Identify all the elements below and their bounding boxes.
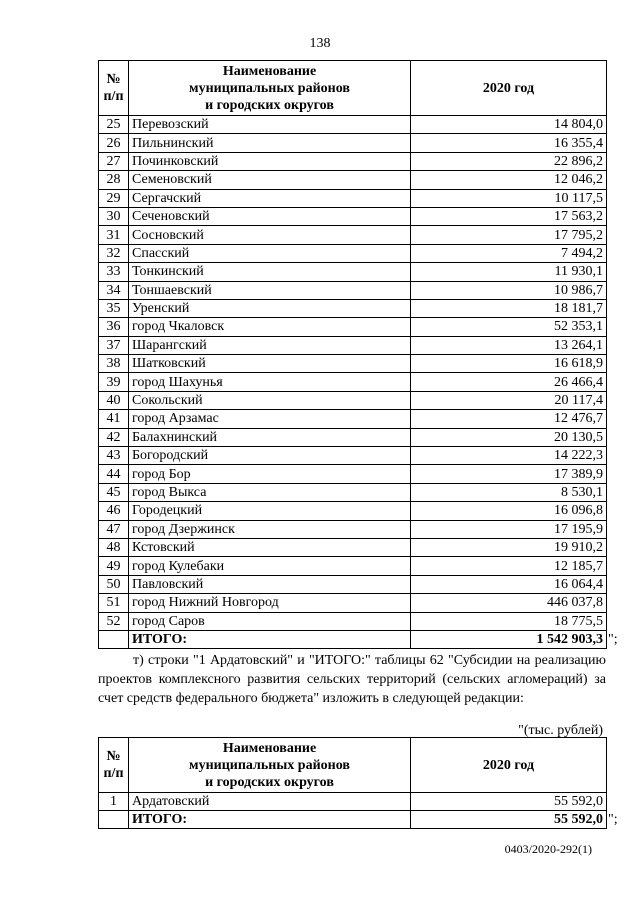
district-name: город Саров: [129, 612, 411, 630]
total-number-cell: [99, 811, 129, 829]
subsidy-value: 55 592,0: [411, 793, 607, 811]
row-number: 43: [99, 447, 129, 465]
district-name: Кстовский: [129, 538, 411, 556]
row-number: 44: [99, 465, 129, 483]
total-row: [99, 630, 607, 648]
table-row: [99, 557, 607, 575]
subsidy-value: 10 986,7: [411, 281, 607, 299]
table-row: [99, 793, 607, 811]
district-name: город Арзамас: [129, 410, 411, 428]
table-row: [99, 299, 607, 317]
row-number: 45: [99, 483, 129, 501]
table-row: [99, 318, 607, 336]
subsidy-value: 8 530,1: [411, 483, 607, 501]
header-year: 2020 год: [411, 738, 607, 793]
table-row: [99, 281, 607, 299]
subsidy-value: 16 618,9: [411, 355, 607, 373]
total-label: ИТОГО:: [129, 630, 411, 648]
table-row: [99, 189, 607, 207]
district-name: город Бор: [129, 465, 411, 483]
district-name: Сеченовский: [129, 207, 411, 225]
header-district-name: Наименование муниципальных районов и городских округов: [129, 61, 411, 116]
table-row: [99, 244, 607, 262]
table-row: [99, 207, 607, 225]
subsidy-value: 20 130,5: [411, 428, 607, 446]
subsidy-table-main: [98, 60, 607, 649]
district-name: Спасский: [129, 244, 411, 262]
district-name: Тоншаевский: [129, 281, 411, 299]
district-name: город Шахунья: [129, 373, 411, 391]
district-name: Сергачский: [129, 189, 411, 207]
header-number: № п/п: [99, 738, 129, 793]
subsidy-value: 12 046,2: [411, 171, 607, 189]
row-number: 25: [99, 116, 129, 134]
district-name: Перевозский: [129, 116, 411, 134]
subsidy-value: 12 476,7: [411, 410, 607, 428]
table-row: [99, 116, 607, 134]
table-row: [99, 502, 607, 520]
row-number: 29: [99, 189, 129, 207]
district-name: Уренский: [129, 299, 411, 317]
row-number: 34: [99, 281, 129, 299]
district-name: город Кулебаки: [129, 557, 411, 575]
row-number: 36: [99, 318, 129, 336]
district-name: город Выкса: [129, 483, 411, 501]
row-number: 40: [99, 391, 129, 409]
subsidy-value: 14 804,0: [411, 116, 607, 134]
subsidy-value: 17 563,2: [411, 207, 607, 225]
header-number: № п/п: [99, 61, 129, 116]
row-number: 38: [99, 355, 129, 373]
row-number: 46: [99, 502, 129, 520]
subsidy-value: 17 389,9: [411, 465, 607, 483]
district-name: Павловский: [129, 575, 411, 593]
table-row: [99, 465, 607, 483]
district-name: Семеновский: [129, 171, 411, 189]
total-row: [99, 811, 607, 829]
table-row: [99, 373, 607, 391]
unit-label: "(тыс. рублей): [518, 723, 603, 738]
district-name: Сосновский: [129, 226, 411, 244]
subsidy-value: 14 222,3: [411, 447, 607, 465]
subsidy-value: 17 795,2: [411, 226, 607, 244]
district-name: Шарангский: [129, 336, 411, 354]
table2-closing-quote: ";: [608, 812, 618, 827]
district-name: Богородский: [129, 447, 411, 465]
district-name: Сокольский: [129, 391, 411, 409]
total-value: 55 592,0: [411, 811, 607, 829]
district-name: город Нижний Новгород: [129, 594, 411, 612]
table-row: [99, 152, 607, 170]
row-number: 28: [99, 171, 129, 189]
subsidy-value: 13 264,1: [411, 336, 607, 354]
row-number: 32: [99, 244, 129, 262]
subsidy-value: 22 896,2: [411, 152, 607, 170]
table-row: [99, 428, 607, 446]
row-number: 48: [99, 538, 129, 556]
row-number: 42: [99, 428, 129, 446]
row-number: 35: [99, 299, 129, 317]
row-number: 30: [99, 207, 129, 225]
row-number: 41: [99, 410, 129, 428]
amendment-paragraph: т) строки "1 Ардатовский" и "ИТОГО:" таблицы 62 "Субсидии на реализацию проектов комплексного развития сельских территорий (сельских агломераций) за счет средств федерального бюджета" изложить в следующей редакции:: [98, 653, 606, 706]
row-number: 1: [99, 793, 129, 811]
document-code: 0403/2020-292(1): [504, 842, 592, 856]
subsidy-value: 52 353,1: [411, 318, 607, 336]
row-number: 52: [99, 612, 129, 630]
district-name: Городецкий: [129, 502, 411, 520]
total-value: 1 542 903,3: [411, 630, 607, 648]
table-row: [99, 336, 607, 354]
district-name: город Чкаловск: [129, 318, 411, 336]
header-year: 2020 год: [411, 61, 607, 116]
table-row: [99, 391, 607, 409]
row-number: 50: [99, 575, 129, 593]
district-name: Ардатовский: [129, 793, 411, 811]
subsidy-value: 16 096,8: [411, 502, 607, 520]
district-name: Балахнинский: [129, 428, 411, 446]
row-number: 51: [99, 594, 129, 612]
row-number: 49: [99, 557, 129, 575]
subsidy-value: 446 037,8: [411, 594, 607, 612]
district-name: Шатковский: [129, 355, 411, 373]
subsidy-value: 10 117,5: [411, 189, 607, 207]
subsidy-value: 19 910,2: [411, 538, 607, 556]
table-row: [99, 171, 607, 189]
district-name: город Дзержинск: [129, 520, 411, 538]
subsidy-value: 17 195,9: [411, 520, 607, 538]
subsidy-value: 18 775,5: [411, 612, 607, 630]
subsidy-value: 16 064,4: [411, 575, 607, 593]
total-number-cell: [99, 630, 129, 648]
page-number: 138: [309, 36, 331, 51]
row-number: 37: [99, 336, 129, 354]
table-row: [99, 575, 607, 593]
row-number: 27: [99, 152, 129, 170]
subsidy-value: 16 355,4: [411, 134, 607, 152]
subsidy-value: 12 185,7: [411, 557, 607, 575]
table-row: [99, 612, 607, 630]
subsidy-value: 7 494,2: [411, 244, 607, 262]
district-name: Пильнинский: [129, 134, 411, 152]
district-name: Починковский: [129, 152, 411, 170]
table-row: [99, 263, 607, 281]
row-number: 33: [99, 263, 129, 281]
subsidy-value: 20 117,4: [411, 391, 607, 409]
row-number: 47: [99, 520, 129, 538]
table-row: [99, 520, 607, 538]
table-row: [99, 134, 607, 152]
table-row: [99, 538, 607, 556]
table-row: [99, 355, 607, 373]
table1-closing-quote: ";: [608, 632, 618, 647]
table-row: [99, 226, 607, 244]
table-row: [99, 483, 607, 501]
total-label: ИТОГО:: [129, 811, 411, 829]
table-row: [99, 594, 607, 612]
district-name: Тонкинский: [129, 263, 411, 281]
subsidy-value: 11 930,1: [411, 263, 607, 281]
table-row: [99, 447, 607, 465]
row-number: 26: [99, 134, 129, 152]
subsidy-value: 18 181,7: [411, 299, 607, 317]
table-row: [99, 410, 607, 428]
header-district-name: Наименование муниципальных районов и городских округов: [129, 738, 411, 793]
subsidy-table-ardatov: [98, 737, 607, 829]
row-number: 31: [99, 226, 129, 244]
row-number: 39: [99, 373, 129, 391]
subsidy-value: 26 466,4: [411, 373, 607, 391]
